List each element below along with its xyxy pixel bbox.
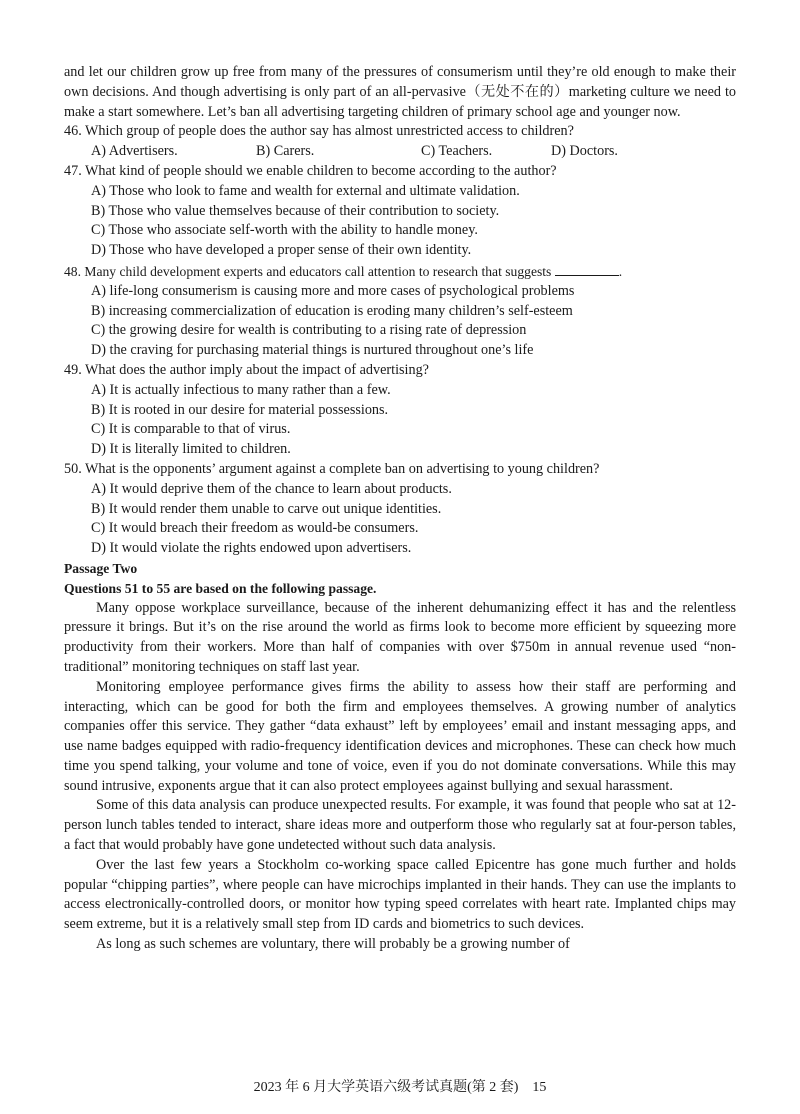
question-46-stem: 46. Which group of people does the author say has almost unrestricted access to children?: [64, 123, 574, 140]
option-d: D) the craving for purchasing material things is nurtured throughout one’s life: [91, 342, 534, 359]
option-b: B) Those who value themselves because of their contribution to society.: [91, 202, 500, 219]
option-c: C) It is comparable to that of virus.: [91, 421, 291, 438]
option-a: A) It is actually infectious to many rather than a few.: [91, 381, 391, 398]
option-b: B) Carers.: [256, 143, 315, 160]
option-c: C) It would breach their freedom as would-be consumers.: [91, 520, 419, 537]
option-c: C) Teachers.: [421, 143, 493, 160]
passage-paragraph: Monitoring employee performance gives firms the ability to assess how their staff are performing and interacting, which can be good for both the firm and employees themselves. A growing number of analytics companies offer this service. They gather “data exhaust” left by employees’ email and instant messaging apps, and use name badges equipped with radio-frequency identification devices and microphones. These can check how much time you spend talking, your volume and tone of voice, even if you do not dominate conversations. While this may sound intrusive, exponents argue that it can also protect employees against bullying and sexual harassment.: [64, 678, 736, 794]
passage-paragraph: As long as such schemes are voluntary, there will probably be a growing number of: [96, 936, 570, 953]
answer-blank: [555, 261, 619, 276]
question-48-stem: [64, 261, 736, 282]
question-50-stem: 50. What is the opponents’ argument against a complete ban on advertising to young children?: [64, 460, 600, 477]
passage-instruction: Questions 51 to 55 are based on the following passage.: [64, 580, 377, 596]
question-48-text: 48. Many child development experts and educators call attention to research that suggests: [64, 263, 552, 279]
option-d: D) It would violate the rights endowed upon advertisers.: [91, 540, 412, 557]
option-a: A) It would deprive them of the chance to learn about products.: [91, 480, 452, 497]
option-c: C) Those who associate self-worth with the ability to handle money.: [91, 222, 478, 239]
passage-paragraph: Many oppose workplace surveillance, because of the inherent dehumanizing effect it has and the relentless pressure it brings. But it’s on the rise around the world as firms look to become more efficient by squeezing more productivity from their workers. More than half of companies with over $750m in annual revenue used “non-traditional” monitoring techniques on staff last year.: [64, 599, 736, 675]
option-b: B) It is rooted in our desire for material possessions.: [91, 401, 389, 418]
intro-paragraph: and let our children grow up free from many of the pressures of consumerism until they’re old enough to make their own decisions. And though advertising is only part of an all-pervasive（无处不在的）marketing culture we need to make a start somewhere. Let’s ban all advertising targeting children of primary school age and younger now.: [64, 64, 736, 120]
option-c: C) the growing desire for wealth is contributing to a rising rate of depression: [91, 322, 527, 339]
option-d: D) Doctors.: [551, 143, 618, 160]
passage-paragraph: Some of this data analysis can produce unexpected results. For example, it was found that people who sat at 12-person lunch tables tended to interact, share ideas more and outperform those who regularly sat at four-person tables, a fact that would probably have gone undetected without such data analysis.: [64, 797, 736, 854]
option-a: A) Those who look to fame and wealth for external and ultimate validation.: [91, 182, 520, 199]
option-a: A) life-long consumerism is causing more and more cases of psychological problems: [91, 282, 575, 299]
option-a: A) Advertisers.: [91, 143, 178, 160]
option-b: B) increasing commercialization of education is eroding many children’s self-esteem: [91, 302, 573, 319]
page-footer: 2023 年 6 月大学英语六级考试真题(第 2 套) 15: [253, 1080, 547, 1095]
option-b: B) It would render them unable to carve out unique identities.: [91, 500, 442, 517]
passage-paragraph: Over the last few years a Stockholm co-working space called Epicentre has gone much further and holds popular “chipping parties”, where people can have microchips implanted in their hands. They can use the implants to access electronically-controlled doors, or monitor how typing speed correlates with heart rate. Implanted chips may seem extreme, but it is a relatively small step from ID cards and biometrics to such devices.: [64, 856, 736, 933]
question-46-options: [91, 142, 736, 162]
question-49-stem: 49. What does the author imply about the impact of advertising?: [64, 361, 429, 378]
option-d: D) Those who have developed a proper sense of their own identity.: [91, 242, 472, 259]
question-48-end: .: [618, 263, 623, 279]
page-content: [64, 63, 736, 955]
passage-heading: Passage Two: [64, 560, 138, 576]
option-d: D) It is literally limited to children.: [91, 441, 291, 458]
question-47-stem: 47. What kind of people should we enable children to become according to the author?: [64, 162, 557, 179]
